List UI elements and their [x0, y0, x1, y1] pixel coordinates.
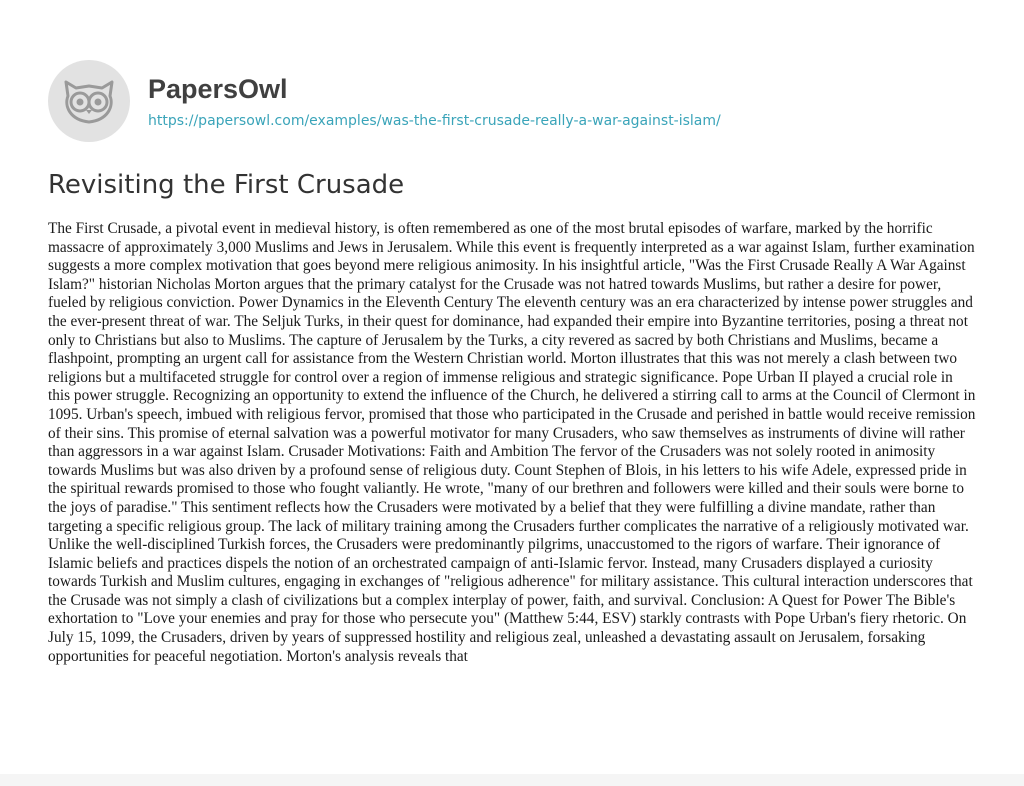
page-title: Revisiting the First Crusade: [48, 170, 405, 200]
owl-logo-icon-graphic: [60, 76, 118, 126]
brand-name[interactable]: PapersOwl: [148, 73, 288, 104]
source-url-link[interactable]: https://papersowl.com/examples/was-the-first-crusade-really-a-war-against-islam/: [148, 112, 721, 129]
article-body: The First Crusade, a pivotal event in medieval history, is often remembered as one of the most brutal episodes of warfare, marked by the horrific massacre of approximately 3,000 Muslims and Jews in Jerusalem. While this event is frequently interpreted as a war against Islam, further examination suggests a more complex motivation that goes beyond mere religious animosity. In his insightful article, "Was the First Crusade Really A War Against Islam?" historian Nicholas Morton argues that the primary catalyst for the Crusade was not hatred towards Muslims, but rather a desire for power, fueled by religious conviction. Power Dynamics in the Eleventh Century The eleventh century was an era characterized by intense power struggles and the ever-present threat of war. The Seljuk Turks, in their quest for dominance, had expanded their empire into Byzantine territories, posing a threat not only to Christians but also to Muslims. The capture of Jerusalem by the Turks, a city revered as sacred by both Christians and Muslims, became a flashpoint, prompting an urgent call for assistance from the Western Christian world. Morton illustrates that this was not merely a clash between two religions but a multifaceted struggle for control over a region of immense religious and strategic significance. Pope Urban II played a crucial role in this power struggle. Recognizing an opportunity to extend the influence of the Church, he delivered a stirring call to arms at the Council of Clermont in 1095. Urban's speech, imbued with religious fervor, promised that those who participated in the Crusade and perished in battle would receive remission of their sins. This promise of eternal salvation was a powerful motivator for many Crusaders, who saw themselves as instruments of divine will rather than aggressors in a war against Islam. Crusader Motivations: Faith and Ambition The fervor of the Crusaders was not solely rooted in animosity towards Muslims but was also driven by a profound sense of religious duty. Count Stephen of Blois, in his letters to his wife Adele, expressed pride in the spiritual rewards promised to those who fought valiantly. He wrote, "many of our brethren and followers were killed and their souls were borne to the joys of paradise." This sentiment reflects how the Crusaders were motivated by a belief that they were fulfilling a divine mandate, rather than targeting a specific religious group. The lack of military training among the Crusaders further complicates the narrative of a religiously motivated war. Unlike the well-disciplined Turkish forces, the Crusaders were predominantly pilgrims, unaccustomed to the rigors of warfare. Their ignorance of Islamic beliefs and practices dispels the notion of an orchestrated campaign of anti-Islamic fervor. Instead, many Crusaders displayed a curiosity towards Turkish and Muslim cultures, engaging in exchanges of "religious adherence" for military assistance. This cultural interaction underscores that the Crusade was not simply a clash of civilizations but a complex interplay of power, faith, and survival. Conclusion: A Quest for Power The Bible's exhortation to "Love your enemies and pray for those who persecute you" (Matthew 5:44, ESV) starkly contrasts with Pope Urban's fiery rhetoric. On July 15, 1099, the Crusaders, driven by years of suppressed hostility and religious zeal, unleashed a devastating assault on Jerusalem, forsaking opportunities for peaceful negotiation. Morton's analysis reveals that: [48, 220, 976, 665]
brand-block: [148, 74, 721, 129]
site-header: [48, 60, 721, 142]
bottom-strip: [0, 774, 1024, 786]
owl-logo-icon[interactable]: [48, 60, 130, 142]
